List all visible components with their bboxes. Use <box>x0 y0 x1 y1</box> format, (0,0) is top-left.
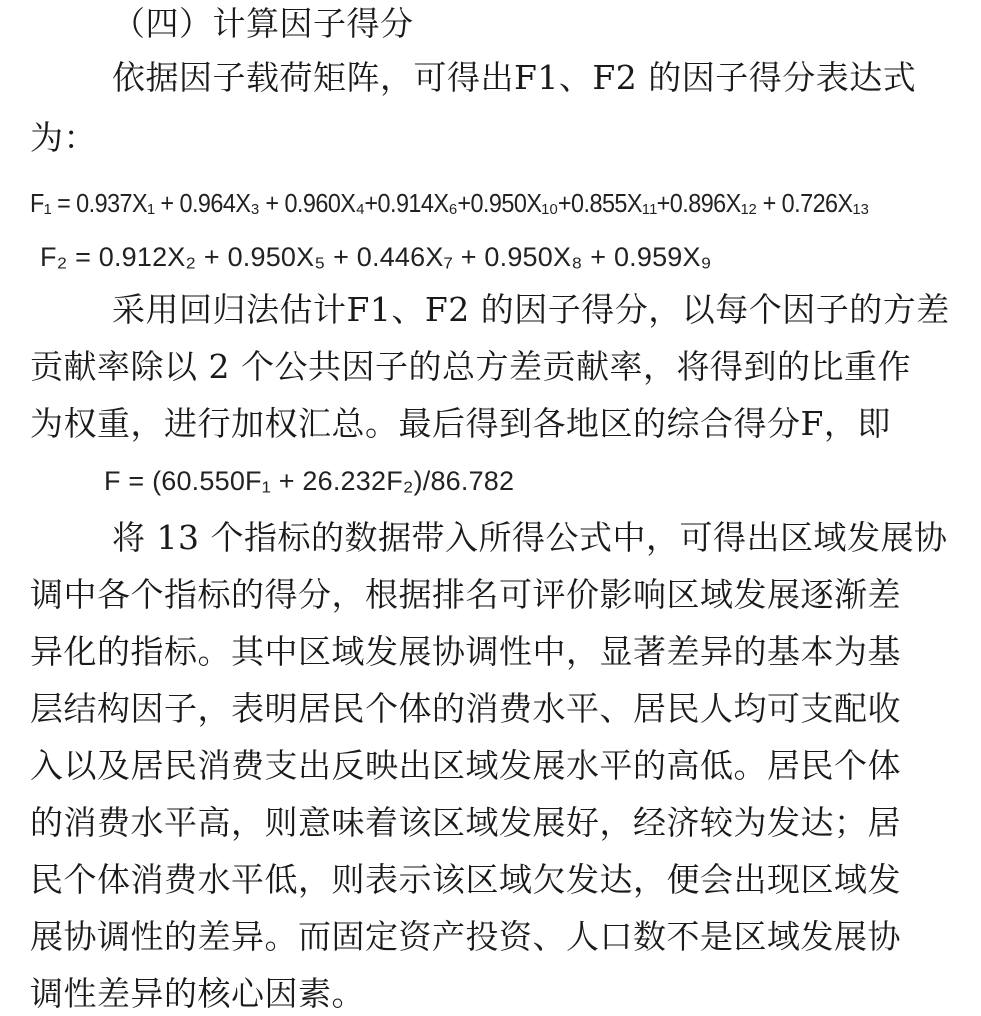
paragraph-line: 展协调性的差异。而固定资产投资、人口数不是区域发展协 <box>30 917 901 956</box>
paragraph-line: 为权重，进行加权汇总。最后得到各地区的综合得分F，即 <box>30 404 891 443</box>
paragraph-line: 异化的指标。其中区域发展协调性中，显著差异的基本为基 <box>30 632 901 671</box>
paragraph-line: 为： <box>30 118 97 157</box>
paragraph-line: 层结构因子，表明居民个体的消费水平、居民人均可支配收 <box>30 689 901 728</box>
paragraph-line: 调性差异的核心因素。 <box>30 974 365 1013</box>
formula-f-composite: F = (60.550F₁ + 26.232F₂)/86.782 <box>104 466 515 496</box>
paragraph-line: 调中各个指标的得分，根据排名可评价影响区域发展逐渐差 <box>30 575 901 614</box>
paragraph-line: 贡献率除以 2 个公共因子的总方差贡献率，将得到的比重作 <box>30 347 911 386</box>
formula-f2: F₂ = 0.912X₂ + 0.950X₅ + 0.446X₇ + 0.950X₈ + 0.959X₉ <box>40 242 712 272</box>
paragraph-line: 将 13 个指标的数据带入所得公式中，可得出区域发展协 <box>112 518 948 557</box>
formula-f1: F₁ = 0.937X₁ + 0.964X₃ + 0.960X₄+0.914X₆+0.950X₁₀+0.855X₁₁+0.896X₁₂ + 0.726X₁₃ <box>30 188 869 218</box>
paragraph-line: 采用回归法估计F1、F2 的因子得分，以每个因子的方差 <box>112 290 950 329</box>
paragraph-line: 依据因子载荷矩阵，可得出F1、F2 的因子得分表达式 <box>112 58 917 97</box>
paragraph-line: 的消费水平高，则意味着该区域发展好，经济较为发达；居 <box>30 803 901 842</box>
section-heading: （四）计算因子得分 <box>112 4 414 43</box>
paragraph-line: 民个体消费水平低，则表示该区域欠发达，便会出现区域发 <box>30 860 901 899</box>
paragraph-line: 入以及居民消费支出反映出区域发展水平的高低。居民个体 <box>30 746 901 785</box>
